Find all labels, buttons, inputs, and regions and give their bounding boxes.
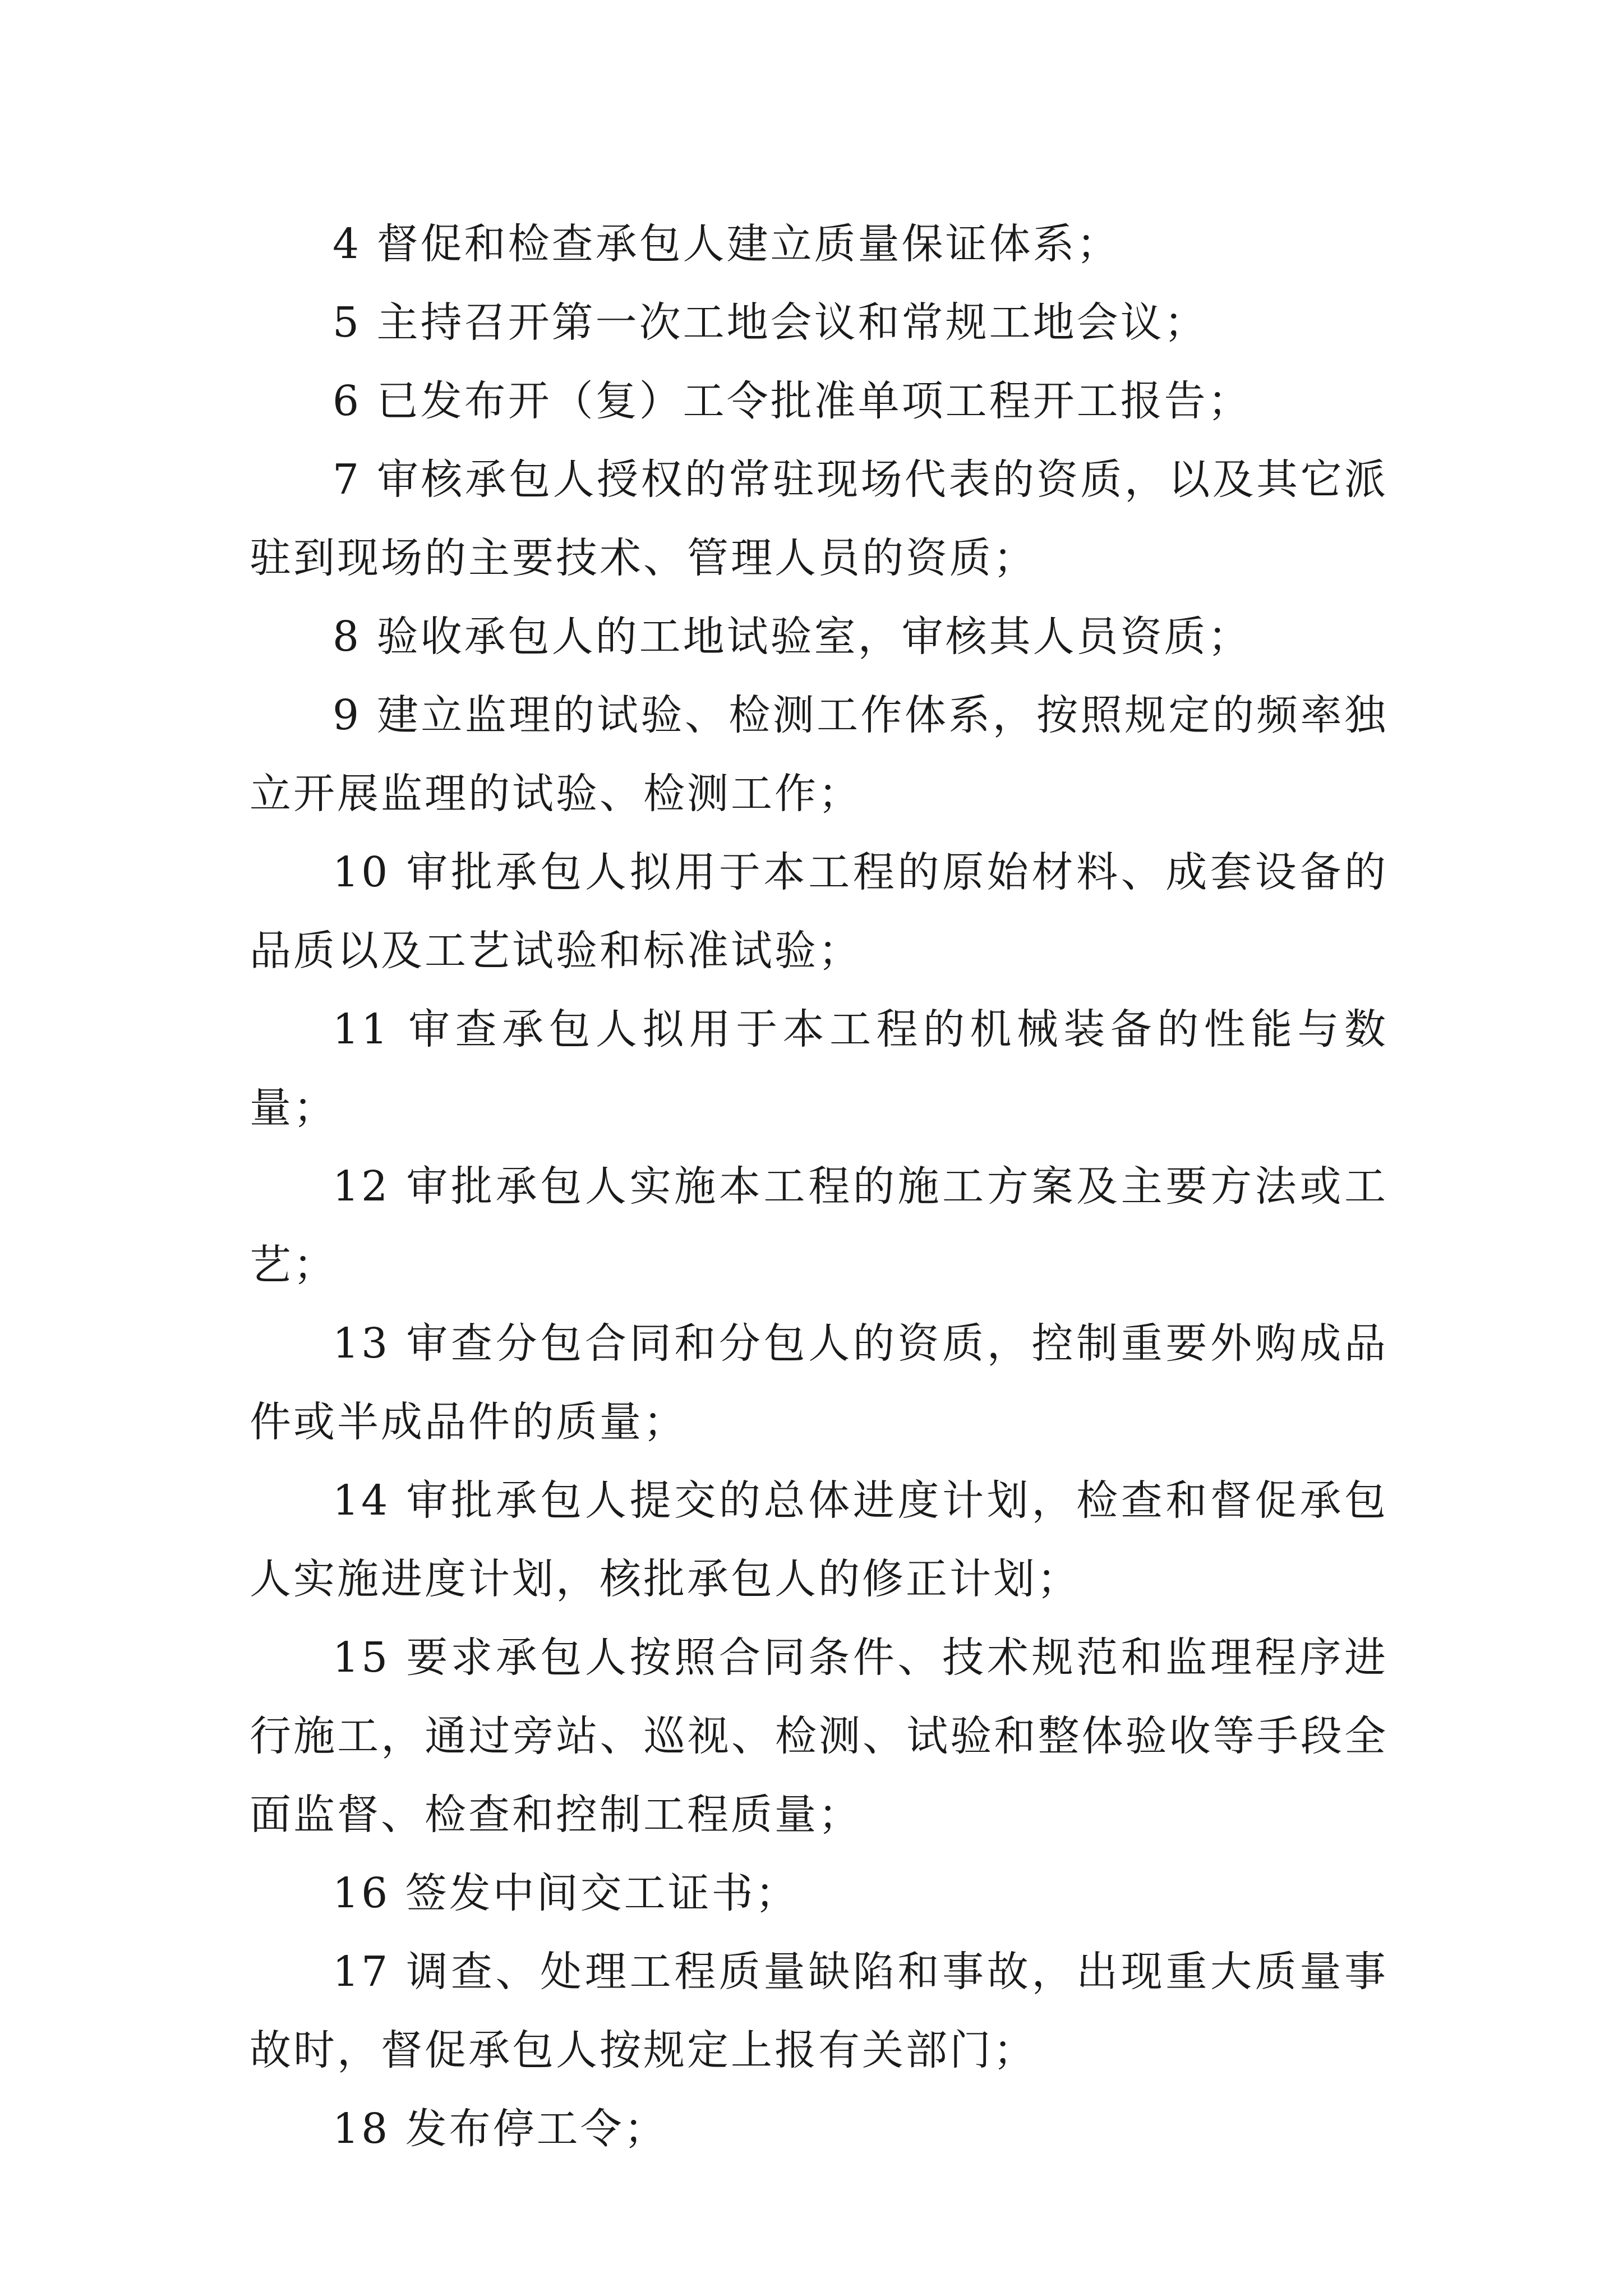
document-body xyxy=(250,205,1388,2168)
paragraph-item-6: 6 已发布开（复）工令批准单项工程开工报告； xyxy=(333,377,1252,425)
paragraph-item-7: 7 审核承包人授权的常驻现场代表的资质，以及其它派驻到现场的主要技术、管理人员的资质； xyxy=(250,455,1388,582)
paragraph-item-17: 17 调查、处理工程质量缺陷和事故，出现重大质量事故时，督促承包人按规定上报有关部门； xyxy=(250,1948,1388,2074)
paragraph-item-10: 10 审批承包人拟用于本工程的原始材料、成套设备的品质以及工艺试验和标准试验； xyxy=(250,848,1388,975)
paragraph-item-8: 8 验收承包人的工地试验室，审核其人员资质； xyxy=(333,613,1252,661)
paragraph-item-4: 4 督促和检查承包人建立质量保证体系； xyxy=(333,220,1121,268)
paragraph-item-13: 13 审查分包合同和分包人的资质，控制重要外购成品件或半成品件的质量； xyxy=(250,1319,1388,1446)
paragraph-item-11: 11 审查承包人拟用于本工程的机械装备的性能与数量； xyxy=(250,1005,1388,1132)
paragraph-item-9: 9 建立监理的试验、检测工作体系，按照规定的频率独立开展监理的试验、检测工作； xyxy=(250,691,1388,818)
paragraph-item-12: 12 审批承包人实施本工程的施工方案及主要方法或工艺； xyxy=(250,1162,1388,1289)
paragraph-item-18: 18 发布停工令； xyxy=(333,2105,668,2153)
paragraph-item-15: 15 要求承包人按照合同条件、技术规范和监理程序进行施工，通过旁站、巡视、检测、试验和整体验收等手段全面监督、检查和控制工程质量； xyxy=(250,1634,1388,1839)
paragraph-item-14: 14 审批承包人提交的总体进度计划，检查和督促承包人实施进度计划，核批承包人的修正计划； xyxy=(250,1476,1388,1603)
paragraph-item-16: 16 签发中间交工证书； xyxy=(333,1869,799,1917)
paragraph-item-5: 5 主持召开第一次工地会议和常规工地会议； xyxy=(333,298,1208,347)
